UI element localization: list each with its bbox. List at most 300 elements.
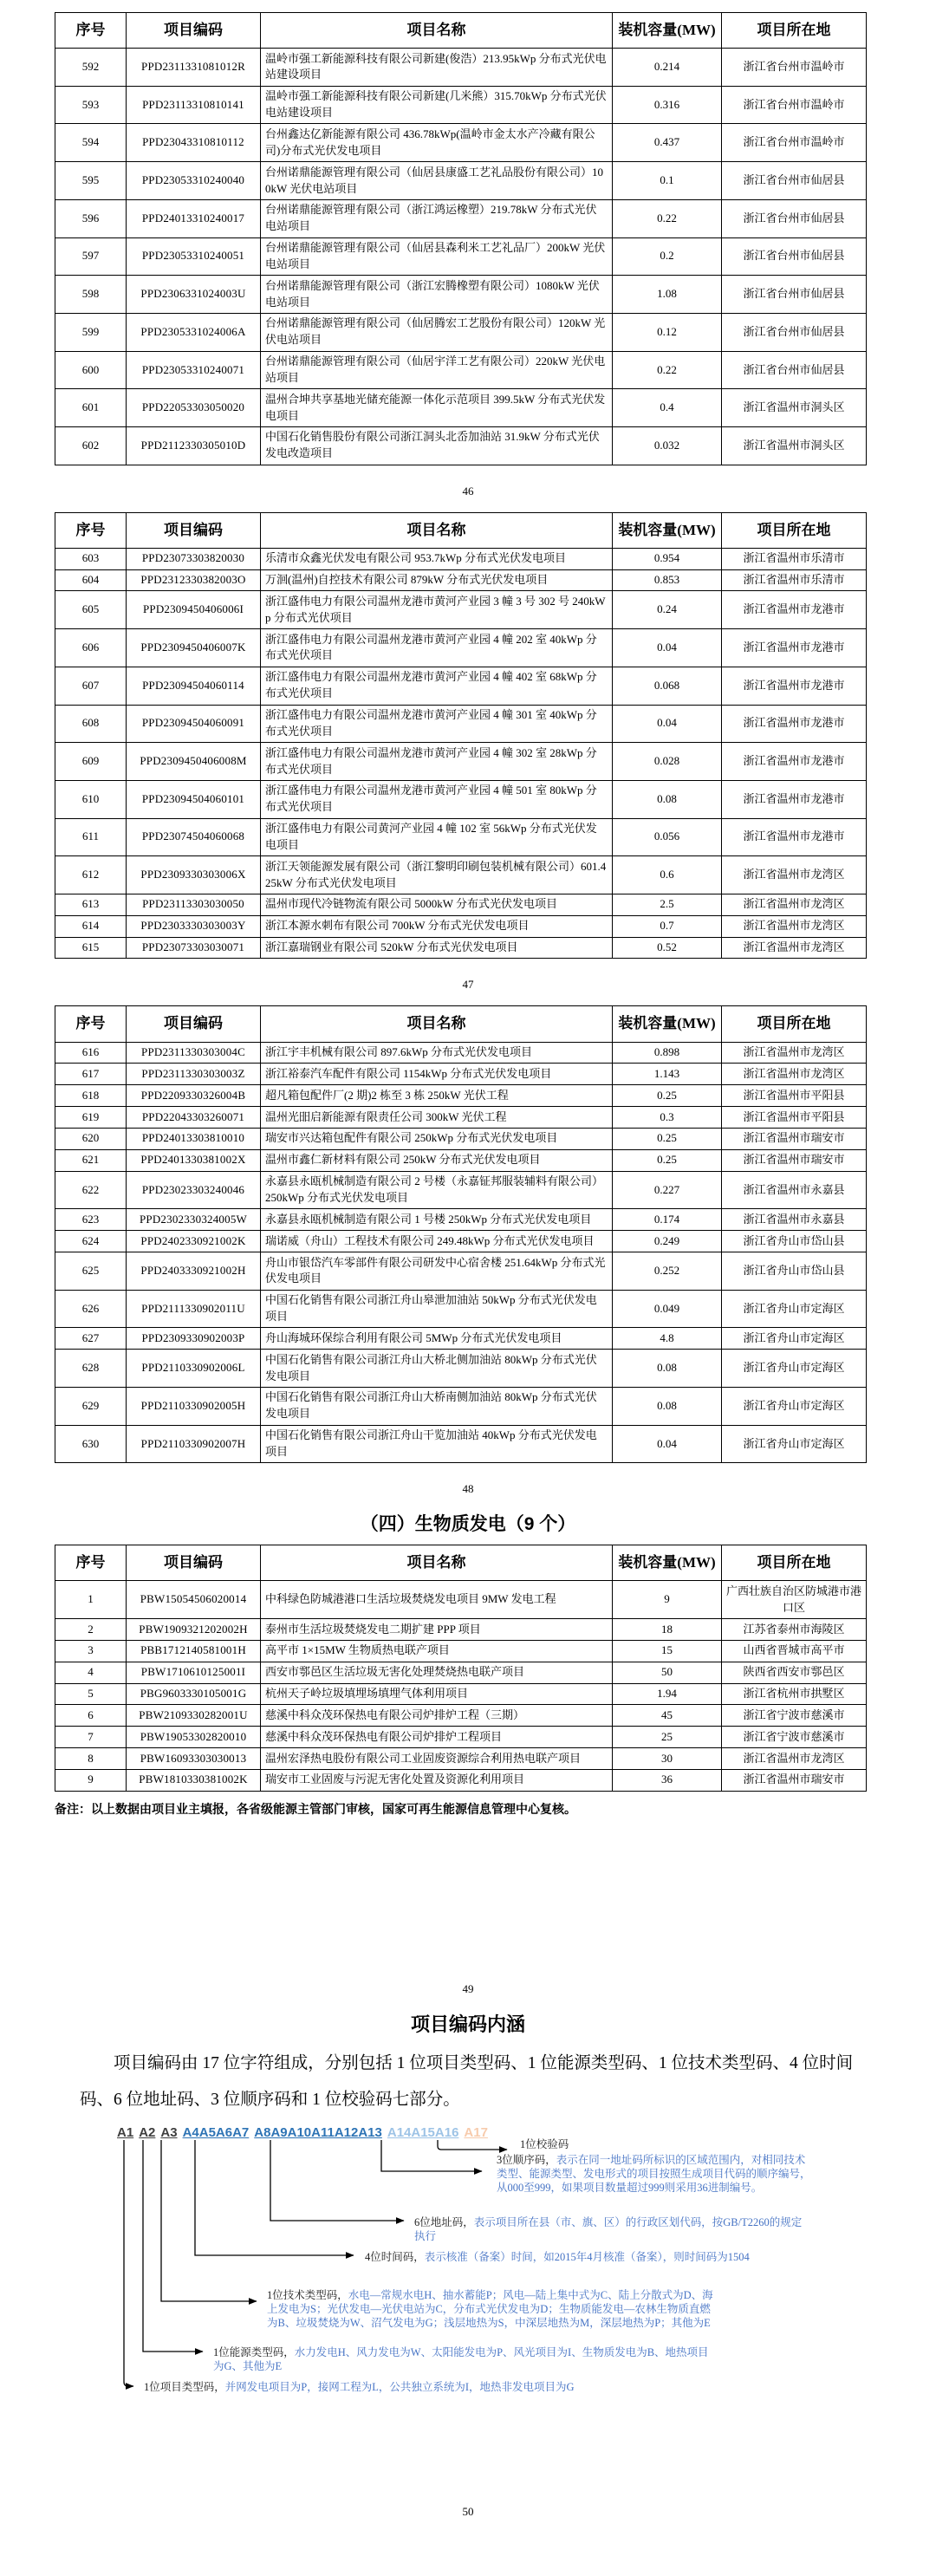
cell-cap: 0.227 <box>613 1171 722 1209</box>
cell-n: 615 <box>55 937 127 959</box>
table-row <box>55 667 867 705</box>
cell-name: 温州宏泽热电股份有限公司工业固废资源综合利用热电联产项目 <box>261 1748 613 1770</box>
cell-n: 604 <box>55 569 127 591</box>
table-row <box>55 1619 867 1641</box>
cell-n: 5 <box>55 1683 127 1705</box>
cell-code: PPD2110330902005H <box>127 1387 261 1425</box>
cell-loc: 浙江省温州市平阳县 <box>722 1085 867 1107</box>
cell-n: 609 <box>55 743 127 781</box>
cell-loc: 浙江省温州市龙港市 <box>722 667 867 705</box>
cell-n: 2 <box>55 1619 127 1641</box>
cell-loc: 浙江省温州市洞头区 <box>722 426 867 465</box>
annotation-address-code: 6位地址码，表示项目所在县（市、旗、区）的行政区划代码，按GB/T2260的规定执行 <box>414 2215 803 2242</box>
annotation-energy-type-code: 1位能源类型码，水力发电H、风力发电为W、太阳能发电为P、风光项目为I、生物质发电为B、地热项目为G、其他为E <box>213 2345 709 2372</box>
cell-loc: 浙江省舟山市岱山县 <box>722 1231 867 1252</box>
cell-cap: 0.028 <box>613 743 722 781</box>
col-header-name: 项目名称 <box>261 13 613 49</box>
coding-section-title: 项目编码内涵 <box>410 2013 525 2035</box>
cell-code: PPD23053310240051 <box>127 237 261 276</box>
cell-loc: 浙江省台州市仙居县 <box>722 351 867 389</box>
cell-code: PPD2312330382003O <box>127 569 261 591</box>
cell-n: 621 <box>55 1149 127 1171</box>
table-row <box>55 1581 867 1619</box>
cell-cap: 0.049 <box>613 1290 722 1328</box>
cell-code: PPD23094504060101 <box>127 780 261 818</box>
col-header-seq: 序号 <box>55 1545 127 1581</box>
code-group: A14A15A16 <box>387 2124 459 2140</box>
cell-cap: 0.252 <box>613 1252 722 1291</box>
cell-cap: 45 <box>613 1705 722 1727</box>
cell-code: PBW1909321202002H <box>127 1619 261 1641</box>
cell-cap: 0.249 <box>613 1231 722 1252</box>
table-header <box>55 1006 867 1042</box>
cell-n: 601 <box>55 389 127 427</box>
cell-code: PPD22043303260071 <box>127 1107 261 1129</box>
table-row <box>55 199 867 237</box>
cell-loc: 浙江省温州市龙湾区 <box>722 915 867 937</box>
cell-cap: 0.04 <box>613 629 722 667</box>
col-header-location: 项目所在地 <box>722 512 867 548</box>
cell-code: PPD2110330902006L <box>127 1350 261 1388</box>
table-row <box>55 894 867 915</box>
table-row <box>55 1231 867 1252</box>
page-number: 48 <box>462 1482 474 1496</box>
cell-cap: 4.8 <box>613 1328 722 1350</box>
cell-name: 中国石化销售有限公司浙江舟山大桥南侧加油站 80kWp 分布式光伏发电项目 <box>261 1387 613 1425</box>
cell-loc: 浙江省温州市乐清市 <box>722 548 867 569</box>
cell-cap: 0.08 <box>613 1387 722 1425</box>
cell-loc: 浙江省温州市龙港市 <box>722 591 867 629</box>
cell-n: 627 <box>55 1328 127 1350</box>
cell-code: PBW2109330282001U <box>127 1705 261 1727</box>
cell-cap: 18 <box>613 1619 722 1641</box>
cell-code: PPD2311331081012R <box>127 49 261 87</box>
cell-code: PPD2309330303006X <box>127 856 261 894</box>
cell-code: PPD23113303030050 <box>127 894 261 915</box>
cell-loc: 浙江省温州市乐清市 <box>722 569 867 591</box>
table-row <box>55 915 867 937</box>
cell-code: PPD23073303820030 <box>127 548 261 569</box>
col-header-code: 项目编码 <box>127 13 261 49</box>
footnote: 备注：以上数据由项目业主填报，各省级能源主管部门审核，国家可再生能源信息管理中心复核。 <box>55 1801 576 1816</box>
cell-n: 620 <box>55 1128 127 1149</box>
cell-name: 泰州市生活垃圾焚烧发电二期扩建 PPP 项目 <box>261 1619 613 1641</box>
cell-n: 594 <box>55 124 127 162</box>
cell-name: 高平市 1×15MW 生物质热电联产项目 <box>261 1640 613 1662</box>
table-row <box>55 548 867 569</box>
table-header <box>55 13 867 49</box>
table-row <box>55 237 867 276</box>
table-row <box>55 1425 867 1463</box>
cell-loc: 山西省晋城市高平市 <box>722 1640 867 1662</box>
cell-n: 596 <box>55 199 127 237</box>
cell-cap: 0.22 <box>613 199 722 237</box>
col-header-seq: 序号 <box>55 512 127 548</box>
table-body <box>55 1581 867 1791</box>
cell-code: PPD2402330921002K <box>127 1231 261 1252</box>
table-row <box>55 937 867 959</box>
cell-cap: 0.12 <box>613 313 722 351</box>
cell-loc: 浙江省舟山市定海区 <box>722 1387 867 1425</box>
cell-name: 台州诺鼎能源管理有限公司（仙居县森利米工艺礼品厂）200kW 光伏电站项目 <box>261 237 613 276</box>
cell-code: PPD2309450406006I <box>127 591 261 629</box>
cell-n: 8 <box>55 1748 127 1770</box>
cell-n: 619 <box>55 1107 127 1129</box>
cell-name: 瑞诺威（舟山）工程技术有限公司 249.48kWp 分布式光伏发电项目 <box>261 1231 613 1252</box>
cell-name: 慈溪中科众茂环保热电有限公司炉排炉工程项目 <box>261 1727 613 1748</box>
cell-name: 瑞安市工业固废与污泥无害化处置及资源化利用项目 <box>261 1769 613 1791</box>
cell-loc: 浙江省温州市龙湾区 <box>722 894 867 915</box>
cell-name: 舟山海城环保综合利用有限公司 5MWp 分布式光伏发电项目 <box>261 1328 613 1350</box>
cell-cap: 50 <box>613 1662 722 1683</box>
header-row <box>55 13 867 49</box>
header-row <box>55 512 867 548</box>
cell-n: 597 <box>55 237 127 276</box>
table-row <box>55 1769 867 1791</box>
annotation-sequence-code: 3位顺序码，表示在同一地址码所标识的区域范围内，对相同技术类型、能源类型、发电形式的项目按照生成项目代码的顺序编号，从000至999，如果项目数量超过999则采用36进制编号。 <box>497 2153 811 2194</box>
cell-loc: 浙江省台州市温岭市 <box>722 86 867 124</box>
cell-name: 台州诺鼎能源管理有限公司（浙江鸿运橡塑）219.78kW 分布式光伏电站项目 <box>261 199 613 237</box>
table-row <box>55 1064 867 1085</box>
cell-n: 614 <box>55 915 127 937</box>
cell-loc: 浙江省台州市仙居县 <box>722 276 867 314</box>
cell-loc: 浙江省宁波市慈溪市 <box>722 1727 867 1748</box>
cell-cap: 0.08 <box>613 780 722 818</box>
cell-name: 温州光昍启新能源有限责任公司 300kW 光伏工程 <box>261 1107 613 1129</box>
table-row <box>55 1748 867 1770</box>
code-group: A3 <box>160 2124 178 2140</box>
cell-cap: 2.5 <box>613 894 722 915</box>
cell-name: 中国石化销售股份有限公司浙江洞头北岙加油站 31.9kW 分布式光伏发电改造项目 <box>261 426 613 465</box>
cell-code: PPD23053310240040 <box>127 162 261 200</box>
cell-n: 9 <box>55 1769 127 1791</box>
cell-name: 杭州天子岭垃圾填埋场填埋气体利用项目 <box>261 1683 613 1705</box>
section-title-biomass: （四）生物质发电（9 个） <box>360 1514 576 1535</box>
table-row <box>55 569 867 591</box>
cell-n: 606 <box>55 629 127 667</box>
cell-name: 西安市鄠邑区生活垃圾无害化处理焚烧热电联产项目 <box>261 1662 613 1683</box>
cell-cap: 0.954 <box>613 548 722 569</box>
cell-cap: 1.08 <box>613 276 722 314</box>
table-row <box>55 1042 867 1064</box>
cell-cap: 0.2 <box>613 237 722 276</box>
cell-code: PPD23113310810141 <box>127 86 261 124</box>
table-row <box>55 629 867 667</box>
cell-code: PPD2311330303004C <box>127 1042 261 1064</box>
cell-loc: 浙江省台州市仙居县 <box>722 162 867 200</box>
cell-code: PBW1810330381002K <box>127 1769 261 1791</box>
cell-name: 台州鑫达亿新能源有限公司 436.78kWp(温岭市金太水产冷藏有限公司)分布式光伏发电项目 <box>261 124 613 162</box>
cell-name: 舟山市银岱汽车零部件有限公司研发中心宿舍楼 251.64kWp 分布式光伏发电项目 <box>261 1252 613 1291</box>
cell-cap: 0.04 <box>613 1425 722 1463</box>
cell-name: 温岭市强工新能源科技有限公司新建(俊浩）213.95kWp 分布式光伏电站建设项目 <box>261 49 613 87</box>
table-row <box>55 818 867 856</box>
cell-loc: 浙江省舟山市岱山县 <box>722 1252 867 1291</box>
cell-name: 浙江盛伟电力有限公司温州龙港市黄河产业园 3 幢 3 号 302 号 240kWp 分布式光伏项目 <box>261 591 613 629</box>
cell-loc: 浙江省台州市温岭市 <box>722 49 867 87</box>
cell-n: 592 <box>55 49 127 87</box>
cell-code: PPD23094504060091 <box>127 705 261 743</box>
cell-loc: 浙江省台州市仙居县 <box>722 237 867 276</box>
cell-loc: 江苏省泰州市海陵区 <box>722 1619 867 1641</box>
cell-n: 599 <box>55 313 127 351</box>
cell-code: PPD2309450406007K <box>127 629 261 667</box>
cell-n: 610 <box>55 780 127 818</box>
table-row <box>55 1328 867 1350</box>
cell-name: 浙江宇丰机械有限公司 897.6kWp 分布式光伏发电项目 <box>261 1042 613 1064</box>
table-body <box>55 1042 867 1463</box>
cell-code: PBW16093303030013 <box>127 1748 261 1770</box>
cell-loc: 浙江省温州市永嘉县 <box>722 1209 867 1231</box>
cell-name: 永嘉县永瓯机械制造有限公司 2 号楼（永嘉钲邦服装辅料有限公司）250kWp 分布式光伏发电项目 <box>261 1171 613 1209</box>
code-group: A4A5A6A7 <box>182 2124 250 2140</box>
table-row <box>55 1290 867 1328</box>
table-row <box>55 1128 867 1149</box>
table-row <box>55 162 867 200</box>
cell-loc: 浙江省舟山市定海区 <box>722 1328 867 1350</box>
cell-loc: 浙江省台州市温岭市 <box>722 124 867 162</box>
cell-name: 中国石化销售有限公司浙江舟山皋泄加油站 50kWp 分布式光伏发电项目 <box>261 1290 613 1328</box>
coding-intro-paragraph: 项目编码由 17 位字符组成，分别包括 1 位项目类型码、1 位能源类型码、1 位技术类型码、4 位时间码、6 位地址码、3 位顺序码和 1 位校验码七部分。 <box>80 2053 854 2109</box>
table-row <box>55 86 867 124</box>
cell-n: 602 <box>55 426 127 465</box>
cell-name: 超凡箱包配件厂(2 期)2 栋至 3 栋 250kW 光伏工程 <box>261 1085 613 1107</box>
col-header-code: 项目编码 <box>127 1545 261 1581</box>
cell-code: PPD2112330305010D <box>127 426 261 465</box>
cell-n: 629 <box>55 1387 127 1425</box>
cell-loc: 浙江省温州市洞头区 <box>722 389 867 427</box>
cell-code: PBW19053302820010 <box>127 1727 261 1748</box>
cell-n: 623 <box>55 1209 127 1231</box>
table-row <box>55 1252 867 1291</box>
cell-name: 浙江天领能源发展有限公司（浙江黎明印刷包装机械有限公司）601.425kW 分布式光伏发电项目 <box>261 856 613 894</box>
cell-cap: 0.898 <box>613 1042 722 1064</box>
code-group: A2 <box>139 2124 156 2140</box>
cell-code: PPD2311330303003Z <box>127 1064 261 1085</box>
cell-loc: 浙江省温州市平阳县 <box>722 1107 867 1129</box>
cell-n: 626 <box>55 1290 127 1328</box>
cell-n: 3 <box>55 1640 127 1662</box>
biomass-table <box>55 1545 867 1792</box>
cell-name: 温岭市强工新能源科技有限公司新建(几米熊）315.70kWp 分布式光伏电站建设项目 <box>261 86 613 124</box>
cell-loc: 浙江省温州市龙湾区 <box>722 1042 867 1064</box>
cell-name: 温州合坤共享基地光储充能源一体化示范项目 399.5kW 分布式光伏发电项目 <box>261 389 613 427</box>
cell-loc: 浙江省温州市龙港市 <box>722 705 867 743</box>
cell-n: 605 <box>55 591 127 629</box>
table-header <box>55 1545 867 1581</box>
cell-loc: 陕西省西安市鄠邑区 <box>722 1662 867 1683</box>
cell-loc: 浙江省温州市瑞安市 <box>722 1149 867 1171</box>
cell-n: 600 <box>55 351 127 389</box>
cell-code: PPD24013303810010 <box>127 1128 261 1149</box>
cell-n: 618 <box>55 1085 127 1107</box>
table-row <box>55 1683 867 1705</box>
cell-name: 慈溪中科众茂环保热电有限公司炉排炉工程（三期） <box>261 1705 613 1727</box>
cell-loc: 浙江省温州市龙港市 <box>722 818 867 856</box>
cell-n: 612 <box>55 856 127 894</box>
header-row <box>55 1545 867 1581</box>
cell-cap: 0.22 <box>613 351 722 389</box>
table-row <box>55 1107 867 1129</box>
cell-cap: 0.316 <box>613 86 722 124</box>
col-header-location: 项目所在地 <box>722 13 867 49</box>
table-row <box>55 705 867 743</box>
cell-code: PPD23053310240071 <box>127 351 261 389</box>
col-header-location: 项目所在地 <box>722 1545 867 1581</box>
cell-name: 浙江盛伟电力有限公司黄河产业园 4 幢 102 室 56kWp 分布式光伏发电项目 <box>261 818 613 856</box>
cell-cap: 0.04 <box>613 705 722 743</box>
pv-table-page48 <box>55 1005 867 1463</box>
cell-n: 608 <box>55 705 127 743</box>
cell-name: 浙江本源水刺布有限公司 700kW 分布式光伏发电项目 <box>261 915 613 937</box>
cell-code: PPD23094504060114 <box>127 667 261 705</box>
cell-n: 611 <box>55 818 127 856</box>
cell-cap: 15 <box>613 1640 722 1662</box>
cell-n: 630 <box>55 1425 127 1463</box>
cell-cap: 0.25 <box>613 1128 722 1149</box>
cell-code: PBG9603330105001G <box>127 1683 261 1705</box>
cell-cap: 0.214 <box>613 49 722 87</box>
cell-name: 浙江嘉瑞钢业有限公司 520kW 分布式光伏发电项目 <box>261 937 613 959</box>
table-row <box>55 743 867 781</box>
table-row <box>55 1640 867 1662</box>
cell-cap: 30 <box>613 1748 722 1770</box>
cell-loc: 浙江省温州市龙湾区 <box>722 1064 867 1085</box>
cell-cap: 0.174 <box>613 1209 722 1231</box>
cell-loc: 浙江省温州市龙港市 <box>722 743 867 781</box>
cell-name: 浙江裕泰汽车配件有限公司 1154kWp 分布式光伏发电项目 <box>261 1064 613 1085</box>
table-row <box>55 1727 867 1748</box>
col-header-code: 项目编码 <box>127 1006 261 1042</box>
table-row <box>55 1149 867 1171</box>
cell-name: 中国石化销售有限公司浙江舟山大桥北侧加油站 80kWp 分布式光伏发电项目 <box>261 1350 613 1388</box>
cell-code: PPD23073303030071 <box>127 937 261 959</box>
cell-loc: 浙江省温州市瑞安市 <box>722 1128 867 1149</box>
cell-code: PPD24013310240017 <box>127 199 261 237</box>
cell-code: PPD2110330902007H <box>127 1425 261 1463</box>
cell-cap: 0.7 <box>613 915 722 937</box>
cell-n: 616 <box>55 1042 127 1064</box>
cell-loc: 浙江省温州市永嘉县 <box>722 1171 867 1209</box>
cell-name: 中国石化销售有限公司浙江舟山干览加油站 40kWp 分布式光伏发电项目 <box>261 1425 613 1463</box>
col-header-code: 项目编码 <box>127 512 261 548</box>
cell-n: 4 <box>55 1662 127 1683</box>
cell-name: 浙江盛伟电力有限公司温州龙港市黄河产业园 4 幢 301 室 40kWp 分布式光伏项目 <box>261 705 613 743</box>
cell-name: 温州市鑫仁新材料有限公司 250kW 分布式光伏发电项目 <box>261 1149 613 1171</box>
cell-cap: 0.1 <box>613 162 722 200</box>
cell-loc: 浙江省台州市仙居县 <box>722 199 867 237</box>
pv-table-page46 <box>55 12 867 465</box>
header-row <box>55 1006 867 1042</box>
cell-name: 台州诺鼎能源管理有限公司（仙居宇洋工艺有限公司）220kW 光伏电站项目 <box>261 351 613 389</box>
pv-table-page47 <box>55 512 867 959</box>
cell-n: 607 <box>55 667 127 705</box>
cell-n: 593 <box>55 86 127 124</box>
table-row <box>55 780 867 818</box>
table-row <box>55 591 867 629</box>
cell-cap: 36 <box>613 1769 722 1791</box>
cell-loc: 浙江省温州市龙湾区 <box>722 937 867 959</box>
col-header-seq: 序号 <box>55 1006 127 1042</box>
cell-cap: 0.437 <box>613 124 722 162</box>
cell-cap: 1.143 <box>613 1064 722 1085</box>
cell-loc: 浙江省舟山市定海区 <box>722 1350 867 1388</box>
col-header-name: 项目名称 <box>261 1006 613 1042</box>
cell-code: PPD2401330381002X <box>127 1149 261 1171</box>
cell-cap: 0.6 <box>613 856 722 894</box>
table-row <box>55 276 867 314</box>
table-row <box>55 1209 867 1231</box>
annotation-project-type-code: 1位项目类型码，并网发电项目为P，接网工程为L，公共独立系统为I，地热非发电项目为G <box>144 2380 575 2393</box>
cell-cap: 0.056 <box>613 818 722 856</box>
cell-code: PPD23023303240046 <box>127 1171 261 1209</box>
table-row <box>55 1350 867 1388</box>
col-header-capacity: 装机容量(MW) <box>613 512 722 548</box>
table-row <box>55 124 867 162</box>
col-header-capacity: 装机容量(MW) <box>613 13 722 49</box>
page-number: 50 <box>462 2504 474 2518</box>
cell-loc: 浙江省舟山市定海区 <box>722 1425 867 1463</box>
cell-cap: 0.4 <box>613 389 722 427</box>
cell-name: 浙江盛伟电力有限公司温州龙港市黄河产业园 4 幢 202 室 40kWp 分布式光伏项目 <box>261 629 613 667</box>
cell-loc: 浙江省温州市龙湾区 <box>722 856 867 894</box>
cell-code: PBW1710610125001I <box>127 1662 261 1683</box>
cell-name: 温州市现代冷链物流有限公司 5000kW 分布式光伏发电项目 <box>261 894 613 915</box>
cell-n: 7 <box>55 1727 127 1748</box>
cell-cap: 25 <box>613 1727 722 1748</box>
cell-code: PPD2403330921002H <box>127 1252 261 1291</box>
cell-code: PPD2309450406008M <box>127 743 261 781</box>
col-header-capacity: 装机容量(MW) <box>613 1006 722 1042</box>
col-header-seq: 序号 <box>55 13 127 49</box>
table-row <box>55 49 867 87</box>
cell-cap: 0.032 <box>613 426 722 465</box>
cell-name: 乐清市众鑫光伏发电有限公司 953.7kWp 分布式光伏发电项目 <box>261 548 613 569</box>
cell-n: 595 <box>55 162 127 200</box>
table-body <box>55 548 867 959</box>
cell-n: 628 <box>55 1350 127 1388</box>
cell-cap: 0.25 <box>613 1149 722 1171</box>
table-row <box>55 351 867 389</box>
cell-loc: 广西壮族自治区防城港市港口区 <box>722 1581 867 1619</box>
cell-cap: 0.25 <box>613 1085 722 1107</box>
cell-code: PPD2111330902011U <box>127 1290 261 1328</box>
code-group: A17 <box>464 2124 488 2140</box>
table-header <box>55 512 867 548</box>
cell-code: PPD2209330326004B <box>127 1085 261 1107</box>
table-row <box>55 1662 867 1683</box>
col-header-name: 项目名称 <box>261 512 613 548</box>
cell-code: PPD2302330324005W <box>127 1209 261 1231</box>
cell-loc: 浙江省台州市仙居县 <box>722 313 867 351</box>
cell-n: 624 <box>55 1231 127 1252</box>
cell-loc: 浙江省温州市瑞安市 <box>722 1769 867 1791</box>
cell-n: 1 <box>55 1581 127 1619</box>
cell-code: PPD22053303050020 <box>127 389 261 427</box>
cell-cap: 1.94 <box>613 1683 722 1705</box>
cell-loc: 浙江省宁波市慈溪市 <box>722 1705 867 1727</box>
cell-loc: 浙江省温州市龙港市 <box>722 780 867 818</box>
cell-name: 台州诺鼎能源管理有限公司（浙江宏腾橡塑有限公司）1080kW 光伏电站项目 <box>261 276 613 314</box>
table-row <box>55 1171 867 1209</box>
table-row <box>55 1705 867 1727</box>
cell-code: PPD2305331024006A <box>127 313 261 351</box>
cell-loc: 浙江省舟山市定海区 <box>722 1290 867 1328</box>
annotation-check-code: 1位校验码 <box>520 2137 569 2150</box>
annotation-time-code: 4位时间码，表示核准（备案）时间，如2015年4月核准（备案），则时间码为1504 <box>365 2250 750 2263</box>
cell-name: 浙江盛伟电力有限公司温州龙港市黄河产业园 4 幢 501 室 80kWp 分布式光伏项目 <box>261 780 613 818</box>
cell-n: 625 <box>55 1252 127 1291</box>
